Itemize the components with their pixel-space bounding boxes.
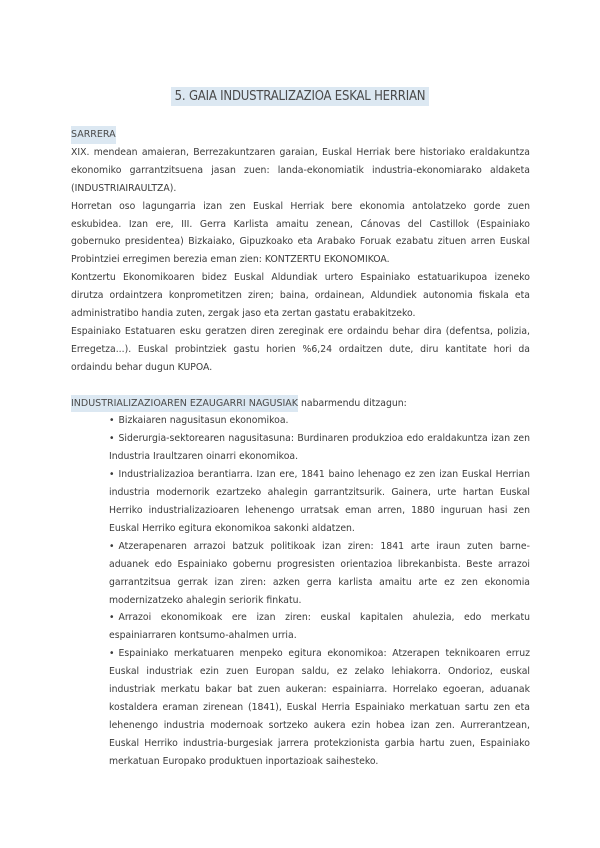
paragraph: Kontzertu Ekonomikoaren bidez Euskal Aldundiak urtero Espainiako estatuarikupoa izeneko dirutza ordaintzera konprometitzen ziren; baina, ordainean, Aldundiek autonomia fiskala eta administratibo handia zuten, zergak jaso eta zertan gastatu erabakitzeko.	[71, 272, 530, 320]
bullet-icon: •	[109, 612, 115, 624]
section-heading-suffix: nabarmendu ditzagun:	[298, 397, 407, 409]
paragraph: XIX. mendean amaieran, Berrezakuntzaren garaian, Euskal Herriak bere historiako eraldakuntza ekonomiko garrantzitsuena jasan zuen: landa-ekonomiatik industria-ekonomiarako aldaketa (INDUSTRIAIRAULTZA).	[71, 146, 530, 194]
title-wrapper	[0, 85, 600, 106]
section-heading-label: INDUSTRIALIZAZIOAREN EZAUGARRI NAGUSIAK	[71, 395, 298, 413]
spacer	[71, 377, 530, 395]
list-item: • Espainiako merkatuaren menpeko egitura ekonomikoa: Atzerapen teknikoaren erruz Euskal industriak ezin zuen Europan saldu, ez zelako lehiakorra. Ondorioz, euskal industriak merkatu bakar bat zuen aukeran: espainiarra. Horrelako egoeran, aduanak kostaldera eraman zirenean (1841), Euskal Herria Espainiako merkatuan sartu zen eta lehenengo industria modernoak sortzeko aukera ezin hobea izan zen. Aurrerantzean, Euskal Herriko industria-burgesiak jarrera protekzionista garbia hartu zuen, Espainiako merkatuan Europako produktuen inportazioak saihesteko.	[109, 648, 530, 767]
paragraph: Espainiako Estatuaren esku geratzen diren zereginak ere ordaindu behar dira (defentsa, polizia, Erregetza...). Euskal probintziek gastu horien %6,24 ordaitzen dute, diru kantitate hori da ordaindu behar dugun KUPOA.	[71, 325, 530, 373]
list-item: • Bizkaiaren nagusitasun ekonomikoa.	[109, 415, 289, 427]
list-item: • Arrazoi ekonomikoak ere izan ziren: euskal kapitalen ahulezia, edo merkatu espainiarraren kontsumo-ahalmen urria.	[109, 612, 530, 642]
bullet-icon: •	[109, 415, 115, 427]
paragraph: Horretan oso lagungarria izan zen Euskal Herriak bere ekonomia antolatzeko gorde zuen eskubidea. Izan ere, III. Gerra Karlista amaitu zenean, Cánovas del Castillok (Espainiako gobernuko presidentea) Bizkaiako, Gipuzkoako eta Arabako Foruak ezabatu zituen arren Euskal Probintziei erregimen berezia eman zien: KONTZERTU EKONOMIKOA.	[71, 200, 530, 266]
document-body	[71, 126, 530, 771]
page-title: 5. GAIA INDUSTRALIZAZIOA ESKAL HERRIAN	[171, 87, 430, 106]
list-item: • Industrializazioa berantiarra. Izan ere, 1841 baino lehenago ez zen izan Euskal Herrian industria modernorik ezartzeko ahalegin garrantzitsurik. Gainera, urte hartan Euskal Herriko industrializazioaren lehenengo urratsak eman arren, 1880 inguruan hasi zen Euskal Herriko egitura ekonomikoa sakonki aldatzen.	[109, 469, 530, 534]
section-heading-ezaugarriak	[71, 395, 530, 413]
bullet-icon: •	[109, 648, 115, 660]
bullet-list	[71, 412, 530, 770]
list-item: • Siderurgia-sektorearen nagusitasuna: Burdinaren produkzioa edo eraldakuntza izan zen Industria Iraultzaren oinarri ekonomikoa.	[109, 433, 530, 463]
section-heading-sarrera: SARRERA	[71, 126, 530, 144]
bullet-icon: •	[109, 469, 115, 481]
bullet-icon: •	[109, 433, 115, 445]
bullet-icon: •	[109, 540, 115, 552]
list-item: • Atzerapenaren arrazoi batzuk politikoak izan ziren: 1841 arte iraun zuten barne-aduanek edo Espainiako gobernu progresisten orientazioa librekanbista. Beste arrazoi garrantzitsua gerrak izan ziren: azken gerra karlista amaitu arte ez zen ekonomia modernizatzeko ahalegin seriorik finkatu.	[109, 540, 530, 606]
